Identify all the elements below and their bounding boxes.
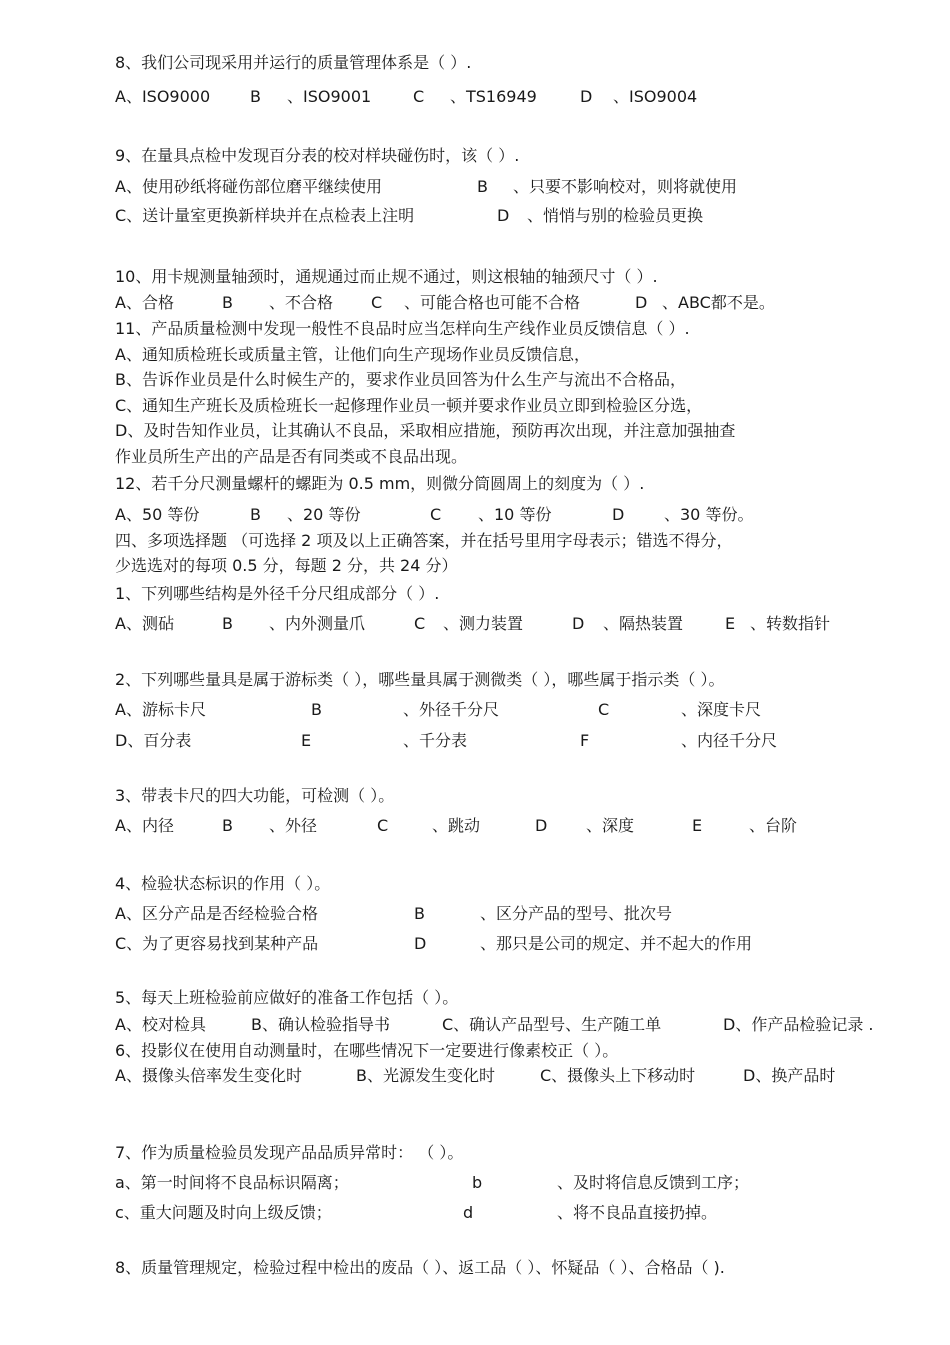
text-m3-opts-1: B xyxy=(222,816,233,835)
text-q10-opts-1: B xyxy=(222,293,233,312)
text-q11-stem-0: 11、产品质量检测中发现一般性不良品时应当怎样向生产线作业员反馈信息（ ）. xyxy=(115,319,690,338)
text-q8-opts-4: 、TS16949 xyxy=(450,87,537,106)
text-q10-opts-4: 、可能合格也可能不合格 xyxy=(404,293,581,312)
text-m6-stem-0: 6、投影仪在使用自动测量时，在哪些情况下一定要进行像素校正（ ）。 xyxy=(115,1041,619,1060)
text-m3-opts-4: 、跳动 xyxy=(432,816,481,835)
text-q12-opts-5: D xyxy=(612,505,625,524)
text-m3-opts-5: D xyxy=(535,816,548,835)
text-q12-opts-4: 、10 等份 xyxy=(478,505,552,524)
text-q9-opt2-1: D xyxy=(497,206,510,225)
text-q10-opts-6: 、ABC都不是。 xyxy=(662,293,775,312)
text-q12-opts-2: 、20 等份 xyxy=(287,505,361,524)
text-m2-stem-0: 2、下列哪些量具是属于游标类（ ），哪些量具属于测微类（ ），哪些属于指示类（ ）。 xyxy=(115,670,725,689)
text-q8-opts-3: C xyxy=(413,87,425,106)
text-q8-opts-5: D xyxy=(580,87,593,106)
text-m7-opt1-1: b xyxy=(472,1173,483,1192)
text-m1-opts-0: A、测砧 xyxy=(115,614,174,633)
text-m6-opts-2: C、摄像头上下移动时 xyxy=(540,1066,696,1085)
text-m5-opts-1: B、确认检验指导书 xyxy=(251,1015,390,1034)
text-q8-opts-6: 、ISO9004 xyxy=(613,87,698,106)
text-m4-opt1-1: B xyxy=(414,904,425,923)
text-m2-opt2-0: D、百分表 xyxy=(115,731,192,750)
text-q9-opt1-0: A、使用砂纸将碰伤部位磨平继续使用 xyxy=(115,177,382,196)
text-q11-c-0: C、通知生产班长及质检班长一起修理作业员一顿并要求作业员立即到检验区分选， xyxy=(115,396,703,415)
text-q10-opts-0: A、合格 xyxy=(115,293,174,312)
text-m2-opt2-3: F xyxy=(580,731,590,750)
text-q10-opts-2: 、不合格 xyxy=(269,293,334,312)
text-m5-opts-3: D、作产品检验记录 . xyxy=(723,1015,874,1034)
text-m5-opts-2: C、确认产品型号、生产随工单 xyxy=(442,1015,662,1034)
text-q9-opt2-2: 、悄悄与别的检验员更换 xyxy=(527,206,704,225)
text-m3-opts-0: A、内径 xyxy=(115,816,174,835)
text-q12-opts-0: A、50 等份 xyxy=(115,505,200,524)
text-m2-opt2-4: 、内径千分尺 xyxy=(681,731,778,750)
text-q12-stem-0: 12、若千分尺测量螺杆的螺距为 0.5 mm，则微分筒圆周上的刻度为（ ）. xyxy=(115,474,645,493)
text-q11-b-0: B、告诉作业员是什么时候生产的，要求作业员回答为什么生产与流出不合格品， xyxy=(115,370,686,389)
text-m1-opts-7: E xyxy=(725,614,736,633)
text-q9-opt1-2: 、只要不影响校对，则将就使用 xyxy=(513,177,738,196)
text-m6-opts-0: A、摄像头倍率发生变化时 xyxy=(115,1066,302,1085)
text-m7-opt1-2: 、及时将信息反馈到工序； xyxy=(557,1173,750,1192)
text-m4-opt1-0: A、区分产品是否经检验合格 xyxy=(115,904,318,923)
text-m7-opt2-0: c、重大问题及时向上级反馈； xyxy=(115,1203,332,1222)
text-m4-stem-0: 4、检验状态标识的作用（ ）。 xyxy=(115,874,331,893)
text-m2-opt2-1: E xyxy=(301,731,312,750)
text-q10-stem-0: 10、用卡规测量轴颈时，通规通过而止规不通过，则这根轴的轴颈尺寸（ ）. xyxy=(115,267,658,286)
text-m2-opt2-2: 、千分表 xyxy=(403,731,468,750)
text-q12-opts-6: 、30 等份。 xyxy=(664,505,754,524)
text-sec4-2-0: 少选选对的每项 0.5 分，每题 2 分，共 24 分） xyxy=(115,556,458,575)
text-q9-opt1-1: B xyxy=(477,177,488,196)
text-q11-a-0: A、通知质检班长或质量主管，让他们向生产现场作业员反馈信息， xyxy=(115,345,590,364)
text-q11-d2-0: 作业员所生产出的产品是否有同类或不良品出现。 xyxy=(115,447,468,466)
text-q8-opts-1: B xyxy=(250,87,261,106)
text-m2-opt1-0: A、游标卡尺 xyxy=(115,700,206,719)
text-m3-opts-3: C xyxy=(377,816,389,835)
text-q9-opt2-0: C、送计量室更换新样块并在点检表上注明 xyxy=(115,206,415,225)
text-m2-opt1-2: 、外径千分尺 xyxy=(403,700,500,719)
text-m5-stem-0: 5、每天上班检验前应做好的准备工作包括（ ）。 xyxy=(115,988,459,1007)
text-m3-stem-0: 3、带表卡尺的四大功能，可检测（ ）。 xyxy=(115,786,395,805)
text-m6-opts-1: B、光源发生变化时 xyxy=(356,1066,495,1085)
text-q12-opts-1: B xyxy=(250,505,261,524)
text-q8-stem-0: 8、我们公司现采用并运行的质量管理体系是（ ）. xyxy=(115,53,472,72)
text-q11-d1-0: D、及时告知作业员，让其确认不良品，采取相应措施，预防再次出现，并注意加强抽查 xyxy=(115,421,736,440)
text-m4-opt1-2: 、区分产品的型号、批次号 xyxy=(480,904,673,923)
text-m3-opts-2: 、外径 xyxy=(269,816,318,835)
text-m2-opt1-4: 、深度卡尺 xyxy=(681,700,762,719)
text-m1-opts-2: 、内外测量爪 xyxy=(269,614,366,633)
text-m1-stem-0: 1、下列哪些结构是外径千分尺组成部分（ ）. xyxy=(115,584,440,603)
text-q10-opts-3: C xyxy=(371,293,383,312)
text-m7-opt1-0: a、第一时间将不良品标识隔离； xyxy=(115,1173,349,1192)
text-m1-opts-3: C xyxy=(414,614,426,633)
text-m1-opts-6: 、隔热装置 xyxy=(603,614,684,633)
text-q10-opts-5: D xyxy=(635,293,648,312)
text-m4-opt2-0: C、为了更容易找到某种产品 xyxy=(115,934,319,953)
text-m1-opts-4: 、测力装置 xyxy=(443,614,524,633)
text-m1-opts-5: D xyxy=(572,614,585,633)
text-m7-stem-0: 7、作为质量检验员发现产品品质异常时： （ ）。 xyxy=(115,1143,464,1162)
text-q8-opts-0: A、ISO9000 xyxy=(115,87,211,106)
text-m7-opt2-2: 、将不良品直接扔掉。 xyxy=(557,1203,718,1222)
text-m2-opt1-1: B xyxy=(311,700,322,719)
text-m2-opt1-3: C xyxy=(598,700,610,719)
text-m3-opts-6: 、深度 xyxy=(586,816,635,835)
text-m7-opt2-1: d xyxy=(463,1203,474,1222)
text-m1-opts-8: 、转数指针 xyxy=(750,614,831,633)
text-sec4-1-0: 四、多项选择题 （可选择 2 项及以上正确答案，并在括号里用字母表示；错选不得分， xyxy=(115,531,733,550)
text-m4-opt2-2: 、那只是公司的规定、并不起大的作用 xyxy=(480,934,753,953)
text-m5-opts-0: A、校对检具 xyxy=(115,1015,206,1034)
text-m6-opts-3: D、换产品时 xyxy=(743,1066,836,1085)
text-m8-stem-0: 8、质量管理规定，检验过程中检出的废品（ ）、返工品（ ）、怀疑品（ ）、合格品（ ). xyxy=(115,1258,725,1277)
text-q8-opts-2: 、ISO9001 xyxy=(287,87,372,106)
text-m1-opts-1: B xyxy=(222,614,233,633)
text-m4-opt2-1: D xyxy=(414,934,427,953)
text-m3-opts-7: E xyxy=(692,816,703,835)
text-m3-opts-8: 、台阶 xyxy=(749,816,798,835)
text-q9-stem-0: 9、在量具点检中发现百分表的校对样块碰伤时，该（ ）. xyxy=(115,146,520,165)
text-q12-opts-3: C xyxy=(430,505,442,524)
